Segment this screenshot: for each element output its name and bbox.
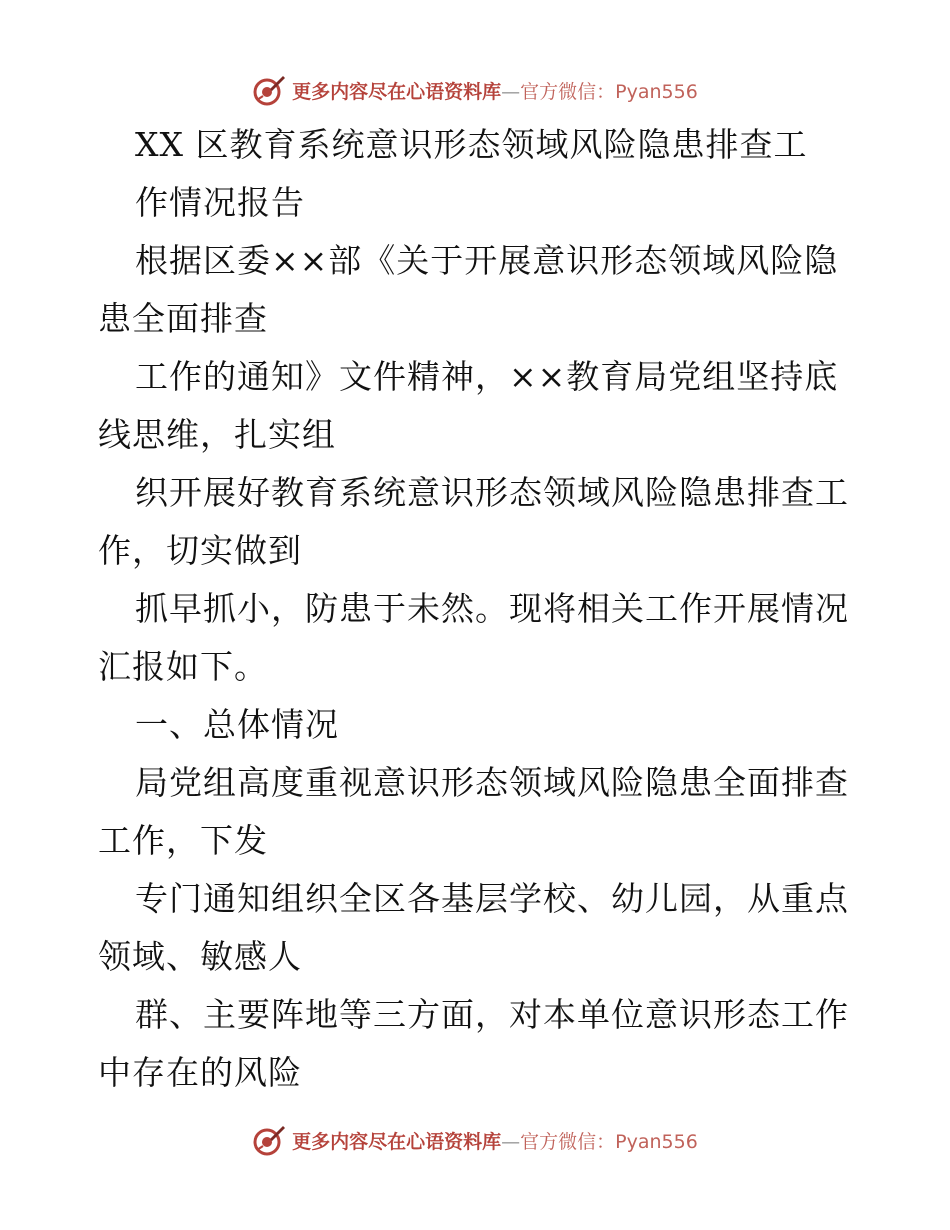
- text-line: 汇报如下。: [98, 647, 268, 686]
- text-line: 领域、敏感人: [98, 937, 302, 976]
- text-line: 织开展好教育系统意识形态领域风险隐患排查工: [135, 473, 849, 512]
- footer-separator: —: [501, 1130, 521, 1153]
- text-line: 线思维，扎实组: [98, 415, 336, 454]
- header-contact-text: 官方微信：Pyan556: [520, 80, 698, 103]
- pen-logo-icon: [252, 1123, 286, 1157]
- header-brand-text: 更多内容尽在心语资料库: [292, 80, 502, 103]
- text-line: 工作的通知》文件精神，××教育局党组坚持底: [135, 357, 839, 396]
- header-separator: —: [501, 80, 521, 103]
- header-banner-inner: [252, 73, 698, 107]
- header-watermark-banner: [0, 70, 950, 110]
- footer-watermark-banner: [0, 1120, 950, 1160]
- text-line: 患全面排查: [98, 299, 268, 338]
- text-line: 工作，下发: [98, 821, 268, 860]
- section-heading: 一、总体情况: [135, 705, 339, 744]
- text-line: 中存在的风险: [98, 1053, 302, 1092]
- footer-brand-text: 更多内容尽在心语资料库: [292, 1130, 502, 1153]
- header-banner-text: [292, 77, 698, 104]
- text-line: 专门通知组织全区各基层学校、幼儿园，从重点: [135, 879, 849, 918]
- footer-banner-text: [292, 1127, 698, 1154]
- text-line: 抓早抓小，防患于未然。现将相关工作开展情况: [135, 589, 849, 628]
- text-line: XX 区教育系统意识形态领域风险隐患排查工: [135, 125, 808, 164]
- footer-banner-inner: [252, 1123, 698, 1157]
- document-text: [98, 116, 858, 1102]
- footer-contact-text: 官方微信：Pyan556: [520, 1130, 698, 1153]
- text-line: 根据区委××部《关于开展意识形态领域风险隐: [135, 241, 839, 280]
- text-line: 作，切实做到: [98, 531, 302, 570]
- document-body: [98, 116, 858, 1102]
- text-line: 作情况报告: [135, 183, 305, 222]
- text-line: 群、主要阵地等三方面，对本单位意识形态工作: [135, 995, 849, 1034]
- text-line: 局党组高度重视意识形态领域风险隐患全面排查: [135, 763, 849, 802]
- pen-logo-icon: [252, 73, 286, 107]
